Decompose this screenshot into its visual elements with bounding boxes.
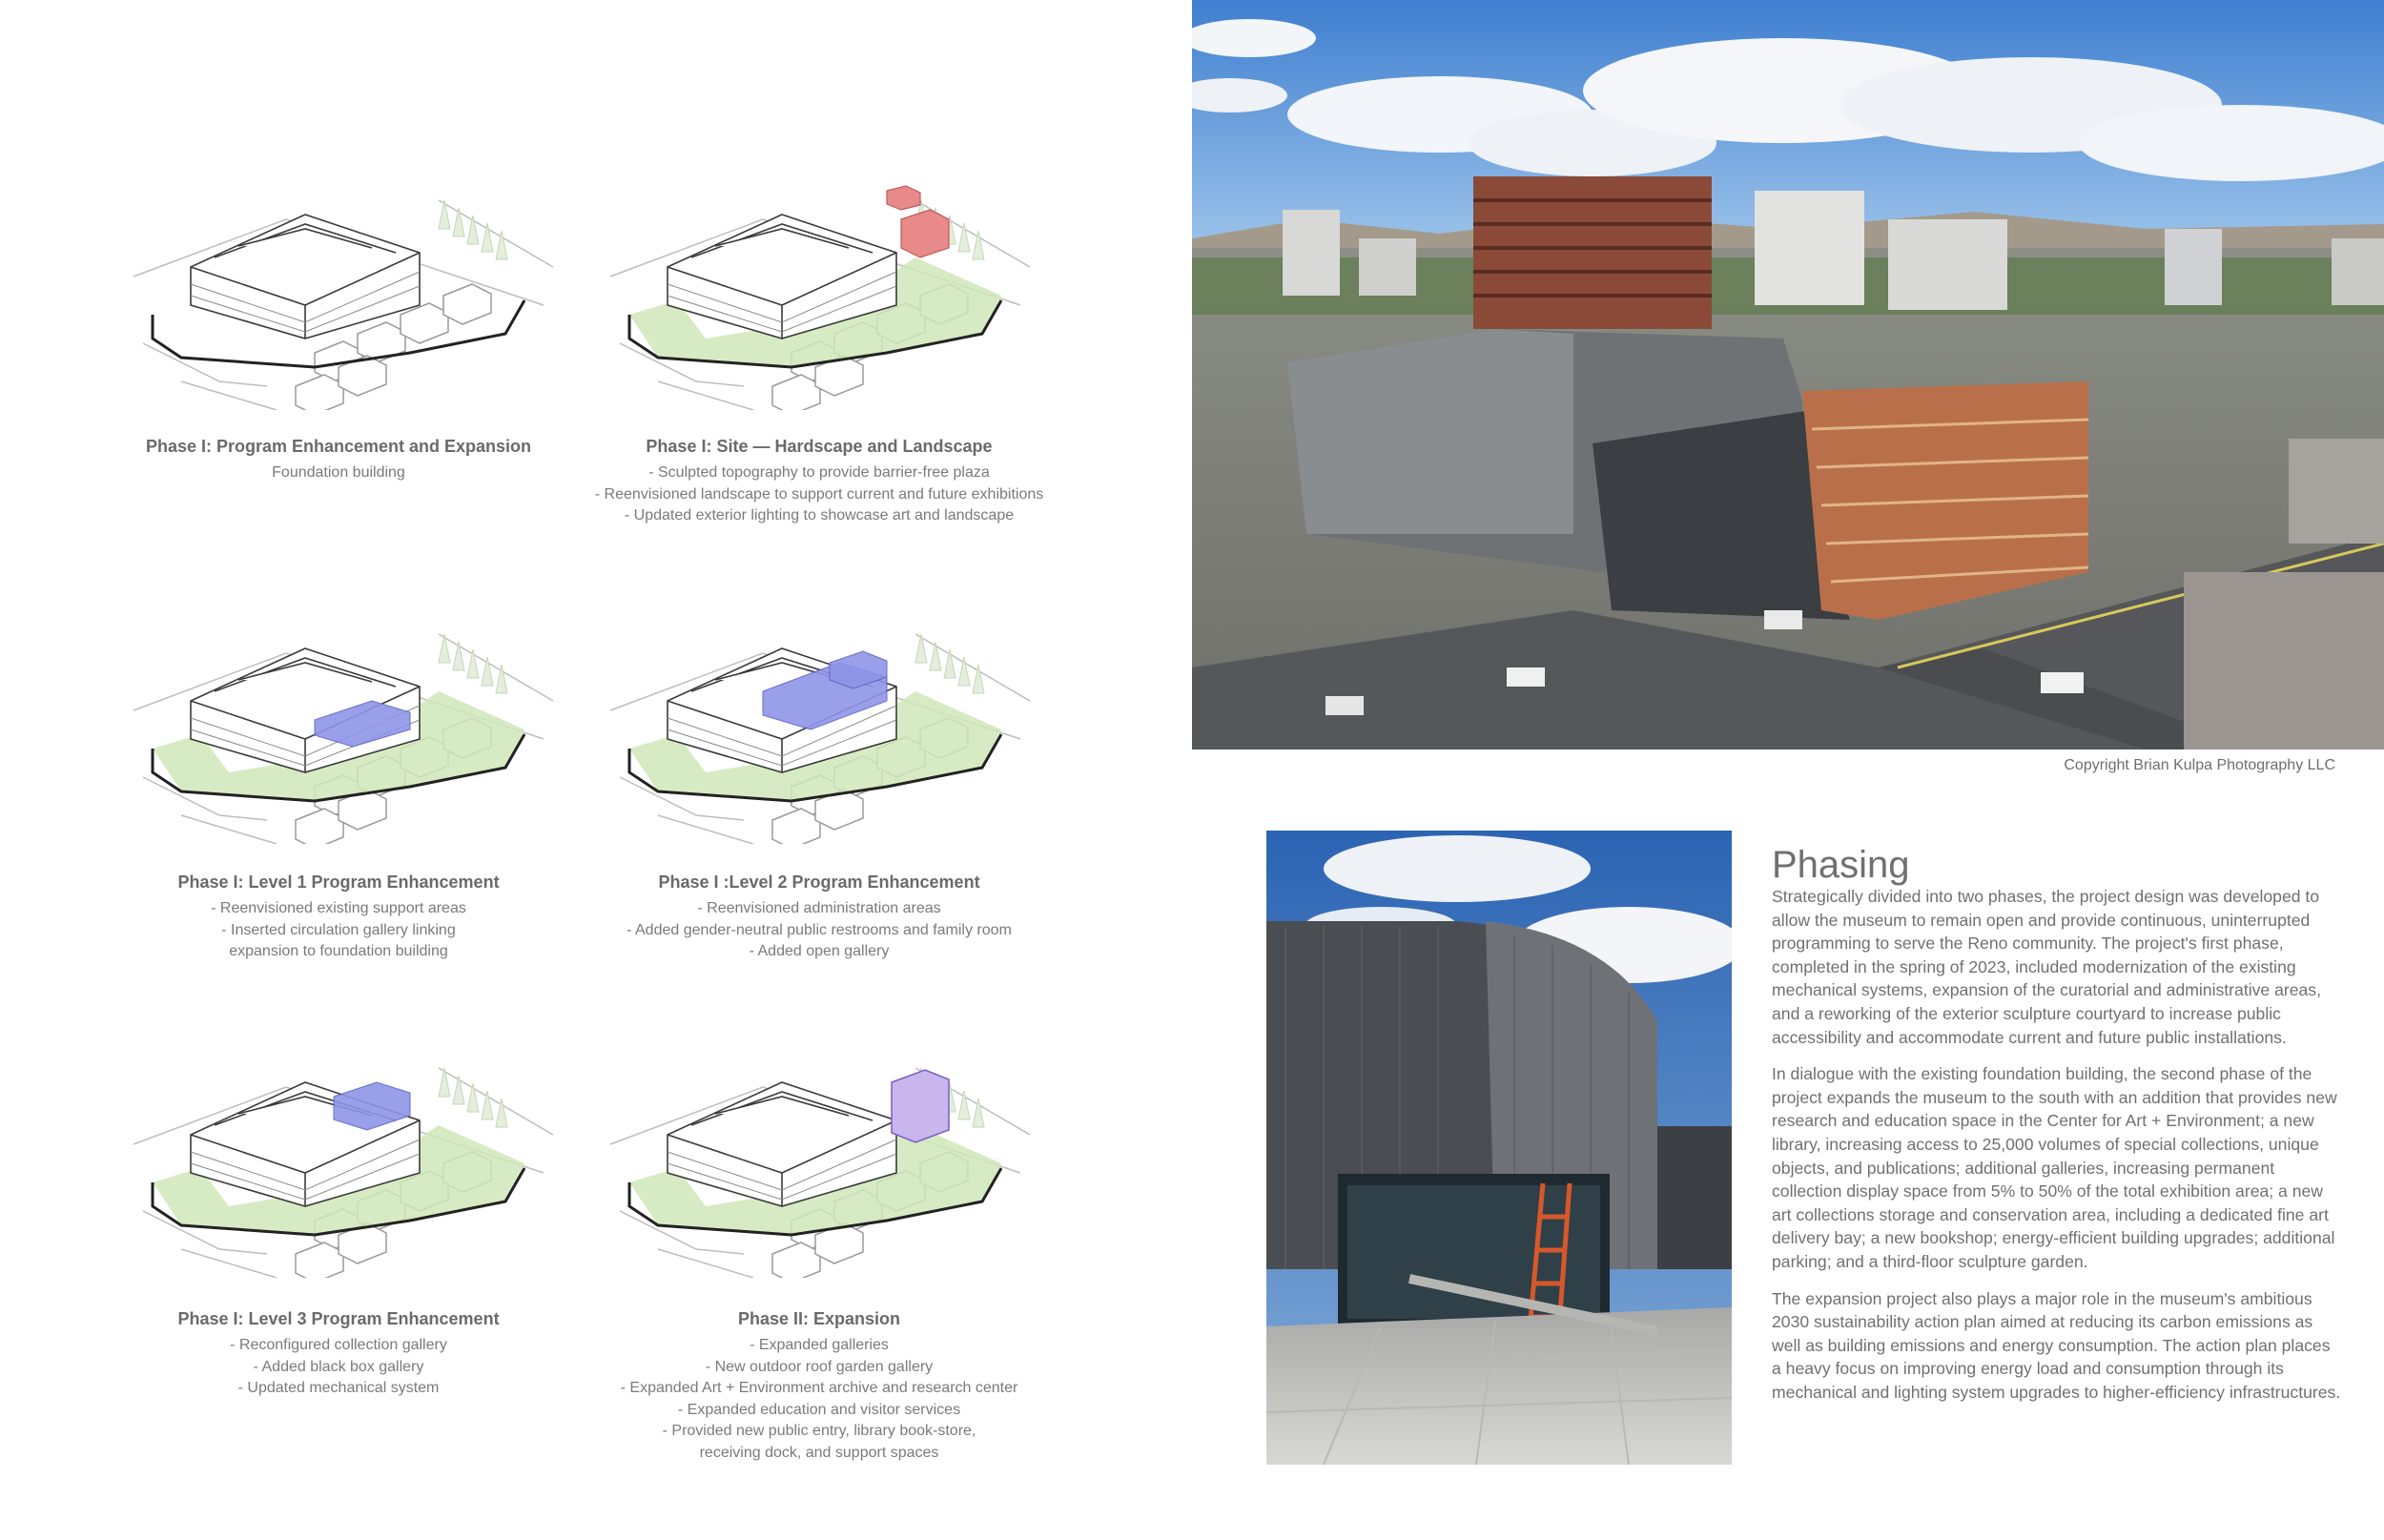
phase-title: Phase I: Level 3 Program Enhancement xyxy=(177,1309,500,1328)
phase-title: Phase II: Expansion xyxy=(737,1309,901,1328)
phase-title: Phase I: Program Enhancement and Expansion xyxy=(145,437,532,456)
phase-caption-6 xyxy=(571,1309,1067,1464)
phase-line: - Expanded education and visitor services xyxy=(677,1401,961,1418)
phase-diagram-5 xyxy=(124,1030,563,1278)
phase-title: Phase I: Site — Hardscape and Landscape xyxy=(646,437,993,456)
phase-diagram-4 xyxy=(601,596,1039,844)
phase-title: Phase I: Level 1 Program Enhancement xyxy=(177,873,500,892)
phase-line: - New outdoor roof garden gallery xyxy=(705,1358,934,1375)
phase-line: - Provided new public entry, library book-store, xyxy=(662,1423,976,1439)
phase-diagram-2 xyxy=(601,162,1039,410)
phase-diagram-1 xyxy=(124,162,563,410)
aerial-construction-photo xyxy=(1192,0,2384,749)
phase-line: receiving dock, and support spaces xyxy=(699,1444,939,1461)
phase-line: Foundation building xyxy=(272,464,405,481)
phase-caption-4 xyxy=(571,873,1067,963)
phase-line: - Updated exterior lighting to showcase art and landscape xyxy=(624,507,1015,524)
phase-line: - Inserted circulation gallery linking xyxy=(221,921,456,938)
phase-line: - Reenvisioned administration areas xyxy=(697,900,941,916)
phase-line: - Reenvisioned existing support areas xyxy=(211,900,466,916)
phase-caption-1 xyxy=(91,437,586,484)
phase-line: - Added black box gallery xyxy=(253,1358,424,1375)
phase-line: - Sculpted topography to provide barrier-free plaza xyxy=(648,464,990,481)
phase-line: expansion to foundation building xyxy=(229,943,448,959)
photo-credit: Copyright Brian Kulpa Photography LLC xyxy=(2064,757,2335,773)
phase-line: - Added gender-neutral public restrooms and family room xyxy=(627,921,1012,938)
phase-line: - Updated mechanical system xyxy=(237,1380,440,1396)
phasing-paragraph: Strategically divided into two phases, the project design was developed to allow the museum to remain open and provide continuous, uninterrupted programming to serve the Reno community. The project's first phase, completed in the spring of 2023, included modernization of the existing mechanical systems, expansion of the curatorial and administrative areas, and a reworking of the exterior sculpture courtyard to increase public accessibility and accommodate current and future public installations. xyxy=(1772,887,2321,1047)
phase-caption-3 xyxy=(91,873,586,963)
entry-closeup-photo xyxy=(1266,831,1732,1465)
phasing-heading: Phasing xyxy=(1772,843,1910,886)
phasing-body xyxy=(1772,885,2344,1417)
phase-line: - Expanded galleries xyxy=(750,1337,889,1353)
phase-line: - Reenvisioned landscape to support current and future exhibitions xyxy=(594,485,1044,503)
phasing-paragraph: The expansion project also plays a major role in the museum's ambitious 2030 sustainability action plan aimed at reducing its carbon emissions as well as building emissions and energy consumption. The action plan places a heavy focus on improving energy load and consumption through its mechanical and lighting system upgrades to higher-efficiency infrastructures. xyxy=(1772,1288,2341,1402)
phase-line: - Added open gallery xyxy=(749,943,890,959)
phase-caption-2 xyxy=(571,437,1067,527)
phase-line: - Expanded Art + Environment archive and research center xyxy=(620,1380,1018,1396)
phase-caption-5 xyxy=(91,1309,586,1400)
phase-line: - Reconfigured collection gallery xyxy=(230,1337,447,1353)
phase-diagram-3 xyxy=(124,596,563,844)
phase-diagram-6 xyxy=(601,1030,1039,1278)
phase-title: Phase I :Level 2 Program Enhancement xyxy=(658,873,980,892)
phasing-paragraph: In dialogue with the existing foundation building, the second phase of the project expands the museum to the south with an addition that provides new research and education space in the Center for Art + Environment; a new library, increasing access to 25,000 volumes of special collections, unique objects, and publications; additional galleries, increasing permanent collection display space from 5% to 50% of the total exhibition area; a new art collections storage and conservation area, including a dedicated fine art delivery bay; a new bookshop; energy-efficient building upgrades; additional parking; and a third-floor sculpture garden. xyxy=(1772,1064,2337,1271)
